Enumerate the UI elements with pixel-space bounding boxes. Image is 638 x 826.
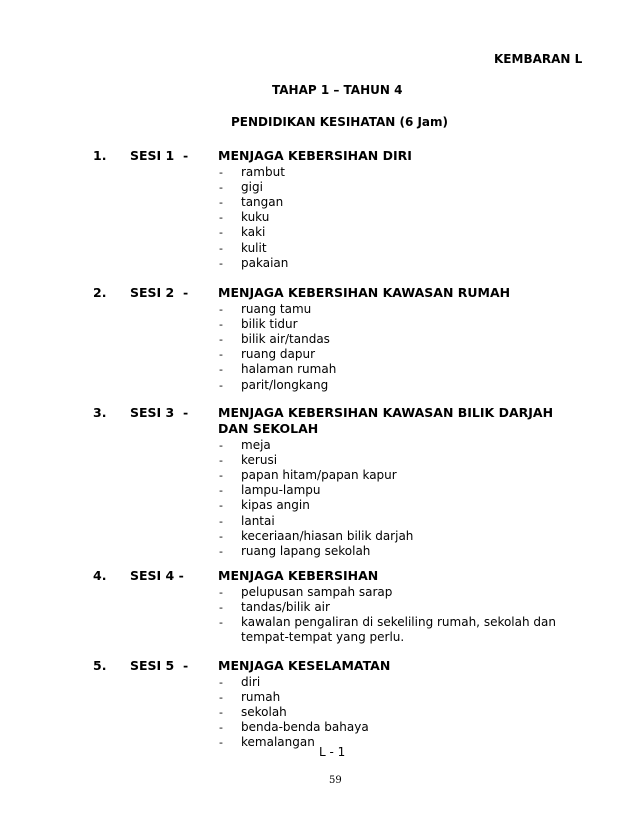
list-item: kerusi	[241, 452, 278, 467]
list-item: kuku	[241, 210, 270, 225]
list-bullet: -	[219, 736, 223, 750]
subject-heading: PENDIDIKAN KESIHATAN (6 Jam)	[231, 115, 449, 129]
list-bullet: -	[219, 453, 223, 467]
list-item: parit/longkang	[241, 377, 329, 392]
session-label: SESI 4 -	[130, 568, 184, 583]
session-number: 1.	[93, 148, 107, 163]
list-bullet: -	[219, 378, 223, 392]
list-bullet: -	[219, 317, 223, 331]
list-item: kawalan pengaliran di sekeliling rumah, sekolah dan	[241, 614, 556, 629]
annex-label: KEMBARAN L	[494, 52, 583, 66]
session-label: SESI 1 -	[130, 148, 189, 163]
list-item: kemalangan	[241, 735, 315, 750]
list-bullet: -	[219, 180, 223, 194]
list-item: halaman rumah	[241, 362, 337, 377]
list-item: ruang dapur	[241, 347, 316, 362]
list-item: kipas angin	[241, 498, 310, 513]
list-bullet: -	[219, 514, 223, 528]
list-bullet: -	[219, 438, 223, 452]
list-item: gigi	[241, 179, 263, 194]
list-bullet: -	[219, 348, 223, 362]
list-bullet: -	[219, 241, 223, 255]
list-bullet: -	[219, 363, 223, 377]
list-item: rambut	[241, 164, 285, 179]
list-bullet: -	[219, 585, 223, 599]
list-item: bilik tidur	[241, 316, 298, 331]
list-bullet: -	[219, 332, 223, 346]
list-item: bilik air/tandas	[241, 331, 330, 346]
list-item: tangan	[241, 194, 284, 209]
list-item: papan hitam/papan kapur	[241, 467, 397, 482]
list-bullet: -	[219, 195, 223, 209]
list-bullet: -	[219, 544, 223, 558]
list-item: tempat-tempat yang perlu.	[241, 630, 405, 645]
session-title: MENJAGA KESELAMATAN	[218, 658, 391, 673]
list-item: lantai	[241, 513, 275, 528]
list-item: meja	[241, 437, 271, 452]
list-item: rumah	[241, 689, 281, 704]
session-title: MENJAGA KEBERSIHAN DIRI	[218, 148, 412, 163]
session-number: 4.	[93, 568, 107, 583]
session-title: MENJAGA KEBERSIHAN	[218, 568, 379, 583]
session-title: DAN SEKOLAH	[218, 421, 319, 436]
list-item: pakaian	[241, 255, 289, 270]
list-bullet: -	[219, 529, 223, 543]
list-bullet: -	[219, 721, 223, 735]
list-item: diri	[241, 674, 261, 689]
session-number: 5.	[93, 658, 107, 673]
stage-heading: TAHAP 1 – TAHUN 4	[272, 83, 403, 97]
session-label: SESI 3 -	[130, 405, 189, 420]
list-item: kaki	[241, 225, 266, 240]
list-bullet: -	[219, 468, 223, 482]
list-bullet: -	[219, 256, 223, 270]
list-item: pelupusan sampah sarap	[241, 584, 393, 599]
list-bullet: -	[219, 499, 223, 513]
page-number: 59	[329, 775, 342, 786]
session-label: SESI 2 -	[130, 285, 189, 300]
list-bullet: -	[219, 226, 223, 240]
session-number: 3.	[93, 405, 107, 420]
session-title: MENJAGA KEBERSIHAN KAWASAN RUMAH	[218, 285, 511, 300]
list-bullet: -	[219, 615, 223, 629]
annex-page-code: L - 1	[319, 745, 346, 759]
list-item: lampu-lampu	[241, 483, 321, 498]
list-bullet: -	[219, 302, 223, 316]
list-item: kulit	[241, 240, 267, 255]
list-bullet: -	[219, 600, 223, 614]
session-title: MENJAGA KEBERSIHAN KAWASAN BILIK DARJAH	[218, 405, 554, 420]
list-item: ruang lapang sekolah	[241, 543, 371, 558]
list-bullet: -	[219, 690, 223, 704]
list-bullet: -	[219, 675, 223, 689]
list-item: tandas/bilik air	[241, 599, 330, 614]
session-number: 2.	[93, 285, 107, 300]
list-bullet: -	[219, 705, 223, 719]
list-bullet: -	[219, 165, 223, 179]
session-label: SESI 5 -	[130, 658, 189, 673]
list-bullet: -	[219, 484, 223, 498]
list-item: ruang tamu	[241, 301, 312, 316]
list-bullet: -	[219, 211, 223, 225]
list-item: sekolah	[241, 704, 287, 719]
list-item: keceriaan/hiasan bilik darjah	[241, 528, 414, 543]
list-item: benda-benda bahaya	[241, 720, 369, 735]
